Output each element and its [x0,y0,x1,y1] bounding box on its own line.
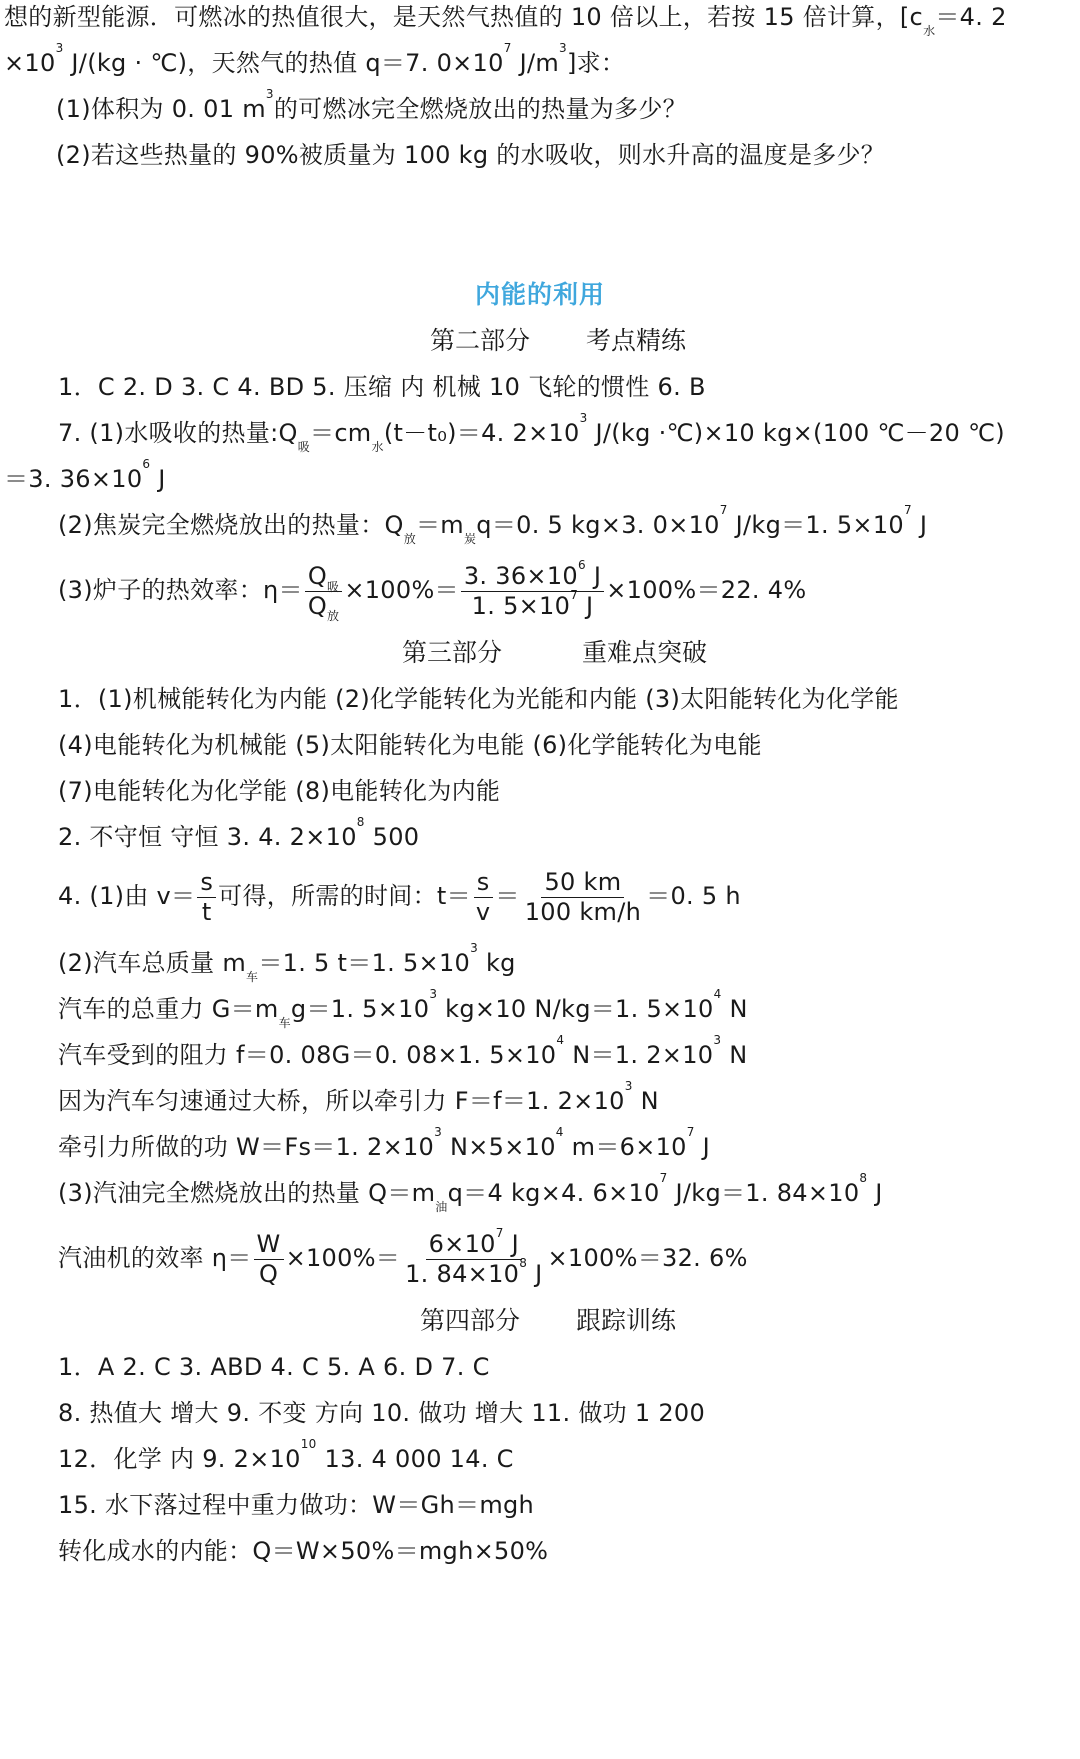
part3-work-line: 牵引力所做的功 W＝Fs＝1. $2\times 10^3$ $N\times 5\times 10^4$ $m=6\times 10^7$ J [58,1125,710,1161]
part3-answer-4-1: 4. (1)由 v＝ $\frac{s}{t}$ 可得，所需的时间：t＝ $\frac{s}{v}$ ＝ $\frac{50 km}{100 km/h}$ ＝0. 5 h [58,868,741,926]
part2-answers-1: 1．C 2. D 3. C 4. BD 5. 压缩 内 机械 10 飞轮的惯性 6. B [58,373,706,401]
fraction-engine-ratio: $\frac{W}{Q}$ [254,1231,284,1287]
problem-question-2: (2)若这些热量的 90%被质量为 100 kg 的水吸收，则水升高的温度是多少？ [56,141,886,169]
part3-traction-line: 因为汽车匀速通过大桥，所以牵引力 F＝f＝1. $2\times 10^3$ N [58,1079,659,1115]
fraction-efficiency-ratio: $\frac{Q_吸}{Q_放}$ [305,563,343,619]
part3-engine-efficiency: 汽油机的效率 η＝ $\frac{W}{Q}$ ×100%＝ $\frac{6\times 10^7 J}{1. 84\times 10^8 J}$ ×100%＝32. 6% [58,1226,748,1288]
part2-answer-7-1-cont: ＝3. $36\times 10^6$ J [4,457,166,493]
problem-question-1: (1)体积为 0. 01 $m^3$的可燃冰完全燃烧放出的热量为多少？ [56,87,687,123]
part3-answer-4-2: (2)汽车总质量 $m_车=1$. 5 t＝1. $5\times 10^3$ kg [58,941,516,984]
part4-answers-3: 12．化学 内 9. $2\times 10^{10}$ 13. 4 000 14. C [58,1437,514,1473]
part4-answers-2: 8. 热值大 增大 9. 不变 方向 10. 做功 增大 11. 做功 1 200 [58,1399,706,1427]
fraction-engine-values: $\frac{6\times 10^7 J}{1. 84\times 10^8 J}$ [405,1226,543,1288]
part4-answers-1: 1．A 2. C 3. ABD 4. C 5. A 6. D 7. C [58,1353,490,1381]
part4-answer-15-2: 转化成水的内能：Q＝W×50%＝mgh×50% [58,1537,549,1565]
chapter-title: 内能的利用 [474,280,605,309]
part3-answer-4-3: (3)汽油完全燃烧放出的热量 $Q=m_油q=4$ kg×4. $6\times 10^7$ J/kg＝1. $84\times 10^8$ J [58,1171,883,1214]
fraction-time: $\frac{s}{v}$ [473,869,494,925]
part2-answer-7-1: 7. (1)水吸收的热量$:Q_吸=cm_水(t-t_0)=4$. $2\times 10^3$ J/(kg ·℃)×10 kg×(100 ℃－20 ℃) [58,411,1005,454]
part2-answer-7-3: (3)炉子的热效率：η＝ $\frac{Q_吸}{Q_放}$ ×100%＝ $\frac{3. 36\times 10^6 J}{1. 5\times 10^7 J}$ ×100%＝22. 4% [58,558,807,623]
part2-answer-7-2: (2)焦炭完全燃烧放出的热量：$Q_放=m_炭q=0$. 5 kg×3. $0\times 10^7$ J/kg＝1. $5\times 10^7$ J [58,503,928,546]
part3-answer-1c: (7)电能转化为化学能 (8)电能转化为内能 [58,777,501,805]
part3-heading: 第三部分 重难点突破 [402,638,708,667]
part3-gravity-line: 汽车的总重力 $G=m_车g=1$. $5\times 10^3$ kg×10 N/kg＝1. $5\times 10^4$ N [58,987,748,1030]
part3-answer-1a: 1．(1)机械能转化为内能 (2)化学能转化为光能和内能 (3)太阳能转化为化学能 [58,685,899,713]
part2-heading: 第二部分 考点精练 [430,326,687,355]
fraction-time-values: $\frac{50 km}{100 km/h}$ [524,868,642,926]
part3-answer-2-3: 2. 不守恒 守恒 3. 4. $2\times 10^8$ 500 [58,815,420,851]
part3-answer-1b: (4)电能转化为机械能 (5)太阳能转化为电能 (6)化学能转化为电能 [58,731,762,759]
fraction-efficiency-values: $\frac{3. 36\times 10^6 J}{1. 5\times 10^7 J}$ [461,563,604,619]
part3-resistance-line: 汽车受到的阻力 f＝0. 08G＝0. 08×1. $5\times 10^4$ N＝1. $2\times 10^3$ N [58,1033,748,1069]
problem-line-2: $\times 10^3$ J/(kg · ℃)，天然气的热值 q＝7. $0\times 10^7$ $J/m^3$]求： [4,41,626,77]
problem-line-1: 想的新型能源．可燃冰的热值很大，是天然气热值的 10 倍以上，若按 15 倍计算，[$c_水=4$. 2 [4,3,1007,38]
fraction-speed: $\frac{s}{t}$ [197,869,216,925]
part4-answer-15-1: 15. 水下落过程中重力做功：W＝Gh＝mgh [58,1491,535,1519]
part4-heading: 第四部分 跟踪训练 [420,1306,677,1335]
